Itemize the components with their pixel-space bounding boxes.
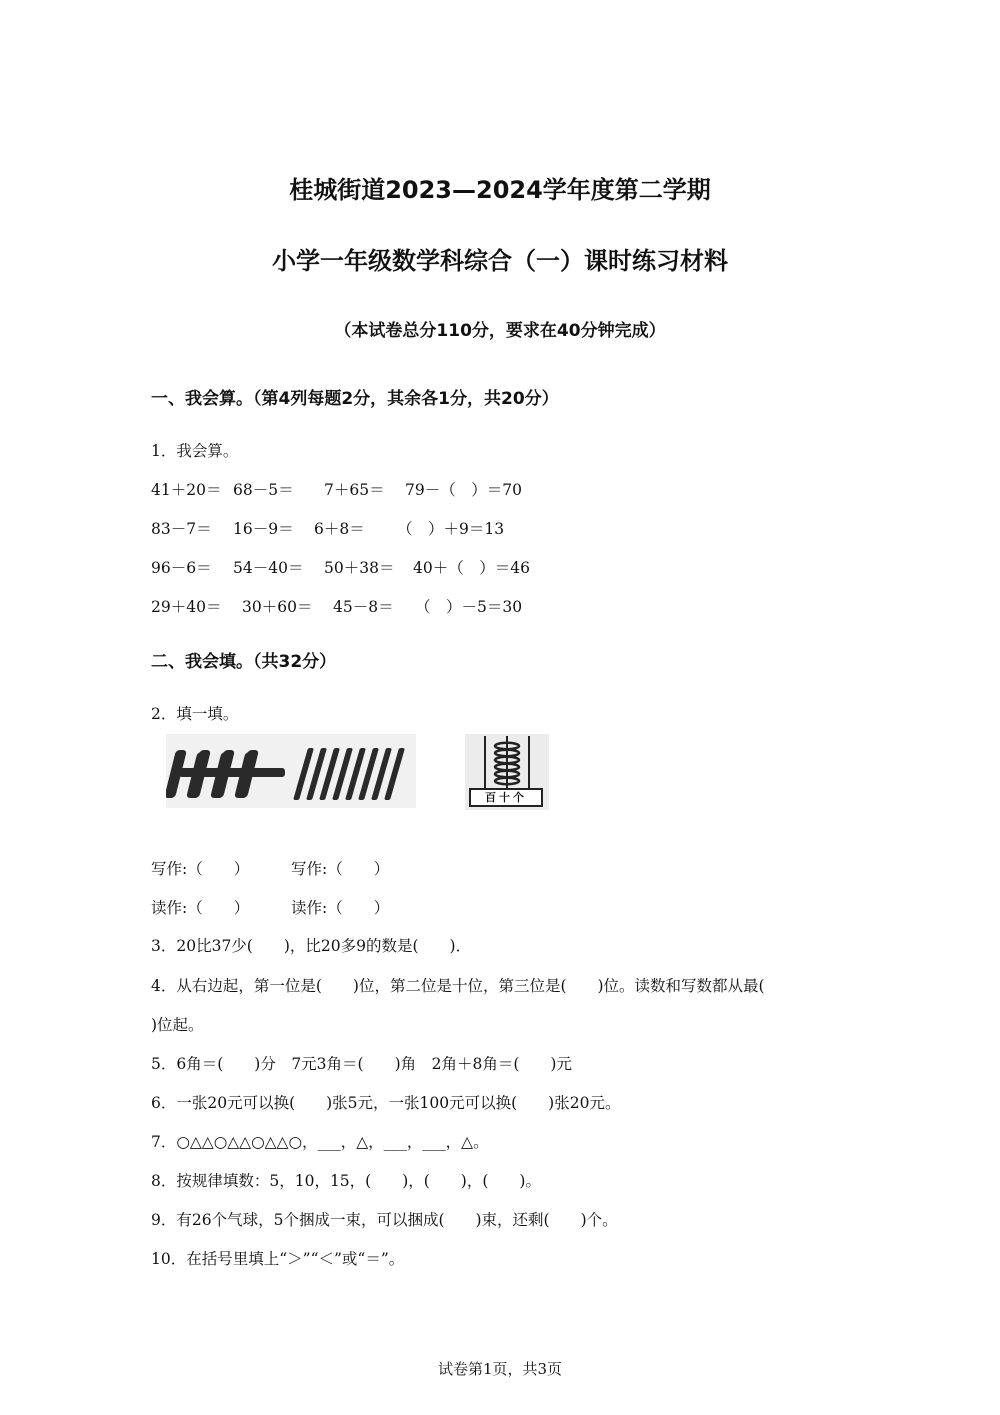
calc-item: 45－8＝ [333,598,394,616]
question-4-line1: 4．从右边起，第一位是( )位，第二位是十位，第三位是( )位。读数和写数都从最( [151,977,765,995]
calc-item: 79－（ ）＝70 [405,481,522,499]
question-5: 5．6角＝( )分 7元3角＝( )角 2角＋8角＝( )元 [151,1055,572,1073]
calc-item: 6＋8＝ [314,520,365,538]
question-9: 9．有26个气球，5个捆成一束，可以捆成( )束，还剩( )个。 [151,1211,618,1229]
calc-item: 30＋60＝ [242,598,313,616]
ten-bundles-group [166,750,285,798]
q1-label: 1．我会算。 [151,442,239,460]
stick-bundles-figure [166,734,416,808]
calc-item: （ ）＋9＝13 [397,520,505,538]
question-10: 10．在括号里填上“＞”“＜”或“＝”。 [151,1250,405,1268]
calc-item: 96－6＝ [151,559,212,577]
calc-item: 7＋65＝ [324,481,385,499]
calc-item: 41＋20＝ [151,481,222,499]
question-6: 6．一张20元可以换( )张5元，一张100元可以换( )张20元。 [151,1094,621,1112]
calc-item: 68－5＝ [233,481,294,499]
calc-item: （ ）－5＝30 [415,598,523,616]
exam-title-line1: 桂城街道2023—2024学年度第二学期 [289,176,711,204]
section1-heading: 一、我会算。（第4列每题2分，其余各1分，共20分） [151,389,559,409]
question-4-line2: )位起。 [151,1016,204,1034]
read-blank: 读作:（ ） [151,899,250,917]
abacus-beads [495,743,519,784]
calc-item: 54－40＝ [233,559,304,577]
exam-note: （本试卷总分110分，要求在40分钟完成） [334,321,666,341]
section2-heading: 二、我会填。（共32分） [151,652,337,672]
write-blank: 写作:（ ） [151,860,250,878]
abacus-figure [465,734,549,810]
exam-title-line2: 小学一年级数学科综合（一）课时练习材料 [272,247,728,275]
question-8: 8．按规律填数：5，10，15，( )，( )，( )。 [151,1172,541,1190]
calc-item: 29＋40＝ [151,598,222,616]
single-sticks-group [293,748,405,800]
calc-item: 83－7＝ [151,520,212,538]
question-3: 3．20比37少( )，比20多9的数是( )． [151,937,472,955]
calc-item: 50＋38＝ [324,559,395,577]
calc-item: 16－9＝ [233,520,294,538]
read-blank: 读作:（ ） [291,899,390,917]
calc-item: 40＋（ ）＝46 [413,559,530,577]
write-blank: 写作:（ ） [291,860,390,878]
abacus-place-label: 百十个 [469,788,543,807]
q2-label: 2．填一填。 [151,705,239,723]
question-7: 7．○△△○△△○△△○，___，△，___，___，△。 [151,1133,489,1151]
page-footer: 试卷第1页，共3页 [437,1360,563,1378]
